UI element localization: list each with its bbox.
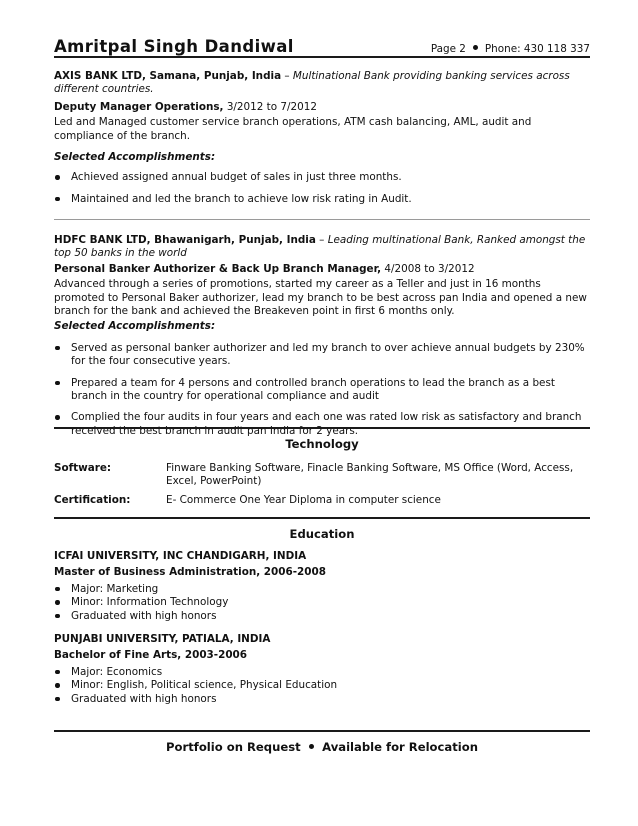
- accomplishments-list: [54, 171, 590, 206]
- school-name: PUNJABI UNIVERSITY, PATIALA, INDIA: [54, 633, 271, 645]
- section-divider: [54, 517, 590, 519]
- divider: [54, 219, 590, 220]
- employer-name: HDFC BANK LTD, Bhawanigarh, Punjab, India: [54, 234, 316, 246]
- list-item: Complied the four audits in four years and each one was rated low risk as satisfactory and branch received the best branch in audit pan India for 2 years.: [54, 411, 590, 438]
- software-value: Finware Banking Software, Finacle Banking Software, MS Office (Word, Access, Excel, PowerPoint): [166, 462, 574, 488]
- job-dates: 4/2008 to 3/2012: [381, 262, 475, 275]
- education-details: [54, 666, 590, 706]
- footer: [54, 740, 590, 754]
- employer-description: Multinational Bank providing banking services across different countries.: [54, 70, 570, 96]
- list-item: Major: Economics: [54, 666, 590, 679]
- section-title-technology: Technology: [285, 437, 359, 451]
- contact-info: [431, 43, 590, 55]
- employer-description: Leading multinational Bank, Ranked amongst the top 50 banks in the world: [54, 234, 586, 260]
- accomplishments-list: [54, 342, 590, 438]
- job-dates: 3/2012 to 7/2012: [223, 100, 317, 113]
- software-label: Software:: [54, 462, 112, 474]
- job-title-line: [54, 263, 590, 276]
- phone-number: Phone: 430 118 337: [484, 43, 590, 55]
- job-title-line: [54, 101, 590, 114]
- footer-divider: [54, 730, 590, 732]
- list-item: Served as personal banker authorizer and led my branch to over achieve annual budgets by 230% for the four consecutive years.: [54, 342, 590, 369]
- section-divider: [54, 427, 590, 429]
- list-item: Prepared a team for 4 persons and controlled branch operations to lead the branch as a best branch in the country for operational compliance and audit: [54, 377, 590, 404]
- list-item: Minor: English, Political science, Physical Education: [54, 679, 590, 692]
- certification-value: E- Commerce One Year Diploma in computer science: [166, 494, 441, 506]
- accomplishments-heading: Selected Accomplishments:: [54, 320, 216, 333]
- job-axis-bank: [54, 70, 590, 206]
- certification-label: Certification:: [54, 494, 131, 506]
- job-title: Deputy Manager Operations,: [54, 100, 224, 113]
- employer-name: AXIS BANK LTD, Samana, Punjab, India: [54, 70, 282, 82]
- list-item: Major: Marketing: [54, 583, 590, 596]
- job-hdfc-bank: [54, 234, 590, 438]
- page-number: Page 2: [430, 43, 466, 55]
- employer-line: HDFC BANK LTD, Bhawanigarh, Punjab, India – Leading multinational Bank, Ranked amongst the top 50 banks in the world: [54, 234, 586, 260]
- portfolio-note: Portfolio on Request: [166, 740, 301, 754]
- education-punjabi: [54, 633, 590, 706]
- candidate-name: Amritpal Singh Dandiwal: [54, 37, 294, 56]
- job-title: Personal Banker Authorizer & Back Up Branch Manager,: [54, 262, 382, 275]
- employer-line: AXIS BANK LTD, Samana, Punjab, India – Multinational Bank providing banking services across different countries.: [54, 70, 570, 96]
- bullet-dot-icon: [473, 45, 478, 50]
- list-item: Graduated with high honors: [54, 610, 590, 623]
- list-item: Graduated with high honors: [54, 693, 590, 706]
- list-item: Achieved assigned annual budget of sales in just three months.: [54, 171, 590, 184]
- education-icfai: [54, 550, 590, 623]
- accomplishments-heading: Selected Accomplishments:: [54, 151, 216, 164]
- education-details: [54, 583, 590, 623]
- job-summary: Led and Managed customer service branch operations, ATM cash balancing, AML, audit and compliance of the branch.: [54, 116, 532, 142]
- relocation-note: Available for Relocation: [322, 740, 478, 754]
- degree: Bachelor of Fine Arts, 2003-2006: [54, 649, 248, 662]
- job-summary: Advanced through a series of promotions, started my career as a Teller and just in 16 months promoted to Personal Baker authorizer, lead my branch to be best across pan India and opened a new branch for the bank and achieved the Breakeven point in first 6 months only.: [54, 278, 587, 318]
- degree: Master of Business Administration, 2006-2008: [54, 566, 326, 579]
- section-title-education: Education: [289, 527, 355, 541]
- list-item: Maintained and led the branch to achieve low risk rating in Audit.: [54, 193, 590, 206]
- page-header: [54, 36, 590, 58]
- list-item: Minor: Information Technology: [54, 596, 590, 609]
- school-name: ICFAI UNIVERSITY, INC CHANDIGARH, INDIA: [54, 550, 307, 562]
- bullet-dot-icon: [309, 744, 315, 750]
